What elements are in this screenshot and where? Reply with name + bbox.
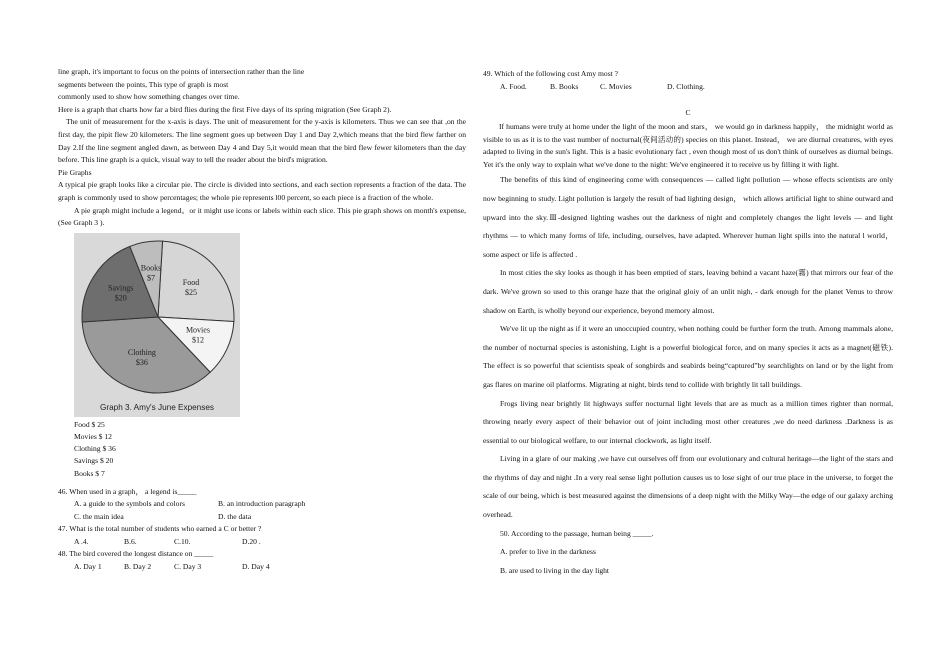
question-47-option-a[interactable]: A .4. xyxy=(74,536,89,546)
pie-chart-figure xyxy=(74,233,240,417)
passage-c-paragraph-5: Frogs living near brightly lit highways suffer nocturnal light levels that are as much as a million times righter than normal, throwing nearly every aspect of their behavior out of joint including most other creatures ,we do need darkness .Darkness is as essential to our biological welfare, to our internal clockwork, as light itself. xyxy=(483,398,893,445)
question-49-options xyxy=(483,81,893,93)
legend-item-movies: Movies $ 12 xyxy=(74,431,112,441)
pie-label-movies: Movies $12 xyxy=(185,325,210,345)
question-48-stem: 48. The bird covered the longest distance on _____ xyxy=(58,549,214,559)
legend-item-savings: Savings $ 20 xyxy=(74,456,114,466)
legend-item-clothing: Clothing $ 36 xyxy=(74,444,116,454)
question-49-option-b[interactable]: B. Books xyxy=(550,81,579,91)
question-50-option-b[interactable]: B. are used to living in the day light xyxy=(500,565,610,575)
paragraph-units: The unit of measurement for the x-axis is days. The unit of measurement for the y-axis is kilometers. Thus we can see that ,on the first day, the pipit flew 20 kilometers. The line segment goes up between Day 1 and Day 2,which means that the bird flew farther on Day 2.If the line segment angled dawn, as between Day 4 and Day 5,it would mean that the bird flew fewer kilometers than the day before. This line graph is a quick, visual way to tell the reader about the bird's migration. xyxy=(58,117,466,165)
question-46-options-row-2 xyxy=(58,511,466,523)
question-49-option-c[interactable]: C. Movies xyxy=(600,81,632,91)
question-49-option-a[interactable]: A. Food. xyxy=(500,81,527,91)
passage-c-paragraph-6: Living in a glare of our making ,we have cut ourselves off from our evolutionary and cultural heritage—the light of the stars and the rhythms of day and night .In a very real sense light pollution causes us to lose sight of our true place in the universe, to forget the scale of our being, which is best measured against the dimensions of a deep night with the Milky Way—the edge of our galaxy arching overhead. xyxy=(483,454,893,520)
question-46-stem: 46. When used in a graph， a legend is_____ xyxy=(58,486,197,496)
paragraph-legend: A pie graph might include a legend。or it might use icons or labels within each slice. This pie graph shows on month's expense, (See Graph 3 ). xyxy=(58,205,466,228)
question-47-options xyxy=(58,536,466,548)
question-46-option-d[interactable]: D. the data xyxy=(218,511,252,521)
question-48-option-b[interactable]: B. Day 2 xyxy=(124,561,152,571)
legend-item-food: Food $ 25 xyxy=(74,419,105,429)
right-column xyxy=(483,68,893,580)
question-47-option-d[interactable]: D.20 . xyxy=(242,536,261,546)
pie-label-food: Food $25 xyxy=(182,277,200,297)
questions-46-48 xyxy=(58,486,466,573)
paragraph-pie: A typical pie graph looks like a circular pie. The circle is divided into sections, and each section represents a fraction of the data. The graph is commonly used to show percentages; the whole pie represents l00 percent, so each piece is a fraction of the whole. xyxy=(58,180,466,202)
intro-line-1: line graph, it's important to focus on the points of intersection rather than the line xyxy=(58,67,305,76)
pie-label-clothing: Clothing $36 xyxy=(127,347,156,367)
question-50-stem: 50. According to the passage, human being _____. xyxy=(500,528,654,538)
intro-line-4: Here is a graph that charts how far a bird flies during the first Five days of its spring migration (See Graph 2). xyxy=(58,104,392,114)
question-50-option-a[interactable]: A. prefer to live in the darkness xyxy=(500,547,596,557)
section-label-c: C xyxy=(685,108,691,117)
question-46-options-row-1 xyxy=(58,498,466,510)
passage-c-paragraph-1: If humans were truly at home under the light of the moon and stars， we would go in darkness happily， the midnight world as visible to us as it is to the vast number of nocturnal(夜间活动的) species on this planet. Instead， we are diurnal creatures, with eyes adapted to living in the sun's light. This is a basic evolutionary fact , even though most of us don't think of ourselves as diurnal beings. Yet it's the only way to explain what we've done to the night: We've engineered it to receive us by filling it with light. xyxy=(483,122,893,169)
pie-label-savings: Savings $20 xyxy=(108,283,134,303)
question-46-option-a[interactable]: A. a guide to the symbols and colors xyxy=(74,499,185,509)
pie-chart-title: Graph 3. Amy's June Expenses xyxy=(100,402,214,412)
left-column xyxy=(58,66,466,573)
question-48-options xyxy=(58,561,466,573)
pie-chart xyxy=(74,233,240,417)
question-49-stem: 49. Which of the following cost Amy most ? xyxy=(483,69,619,78)
question-47-option-b[interactable]: B.6. xyxy=(124,536,137,546)
passage-c-paragraph-4: We've lit up the night as if it were an unoccupied country, when nothing could be further form the truth. Among mammals alone, the number of nocturnal species is astonishing, Light is a powerful biological force, and on many species it acts as a magnet(磁铁). The effect is so powerful that scientists speak of songbirds and seabirds being“captured”by searchlights on land or by the light from gas flares on marine oil platforms. Migrating at night, birds tend to collide with brightly lit tall buildings. xyxy=(483,324,893,389)
question-46-option-c[interactable]: C. the main idea xyxy=(74,511,124,521)
passage-c-paragraph-2: The benefits of this kind of engineering come with consequences — called light pollution — whose effects scientists are only now beginning to study. Light pollution is largely the result of bad lighting design， which allows artificial light to shine outward and upward into the sky.Ⅲ-designed lighting washes out the darkness of night and completely changes the light levels — and light rhythms — to which many forms of life, including, ourselves, have adapted. Wherever human light spills into the natural l world， some aspect or life is affected . xyxy=(483,175,893,259)
question-48-option-a[interactable]: A. Day 1 xyxy=(74,561,102,571)
legend-item-books: Books $ 7 xyxy=(74,468,105,478)
passage-c-paragraph-3: In most cities the sky looks as though it has been emptied of stars, leaving behind a vacant haze(霧) that mirrors our fear of the dark. We've grown so used to this orange haze that the original gloiy of an unlit nigh, - dark enough for the planet Venus to throw shadow on Earth, is wholly beyond our experience, beyond memory almost. xyxy=(483,268,893,315)
question-49-option-d[interactable]: D. Clothing. xyxy=(667,81,705,91)
pie-graphs-heading: Pie Graphs xyxy=(58,167,92,177)
question-47-stem: 47. What is the total number of students who earned a C or better ? xyxy=(58,524,262,534)
question-48-option-c[interactable]: C. Day 3 xyxy=(174,561,202,571)
pie-label-books: Books $7 xyxy=(140,263,162,283)
question-47-option-c[interactable]: C.10. xyxy=(174,536,191,546)
intro-line-3: commonly used to show how something changes over time. xyxy=(58,92,240,102)
question-46-option-b[interactable]: B. an introduction paragraph xyxy=(218,499,306,509)
question-48-option-d[interactable]: D. Day 4 xyxy=(242,561,270,571)
expense-legend-list xyxy=(74,419,466,480)
intro-line-2: segments between the points, This type of graph is most xyxy=(58,79,229,89)
